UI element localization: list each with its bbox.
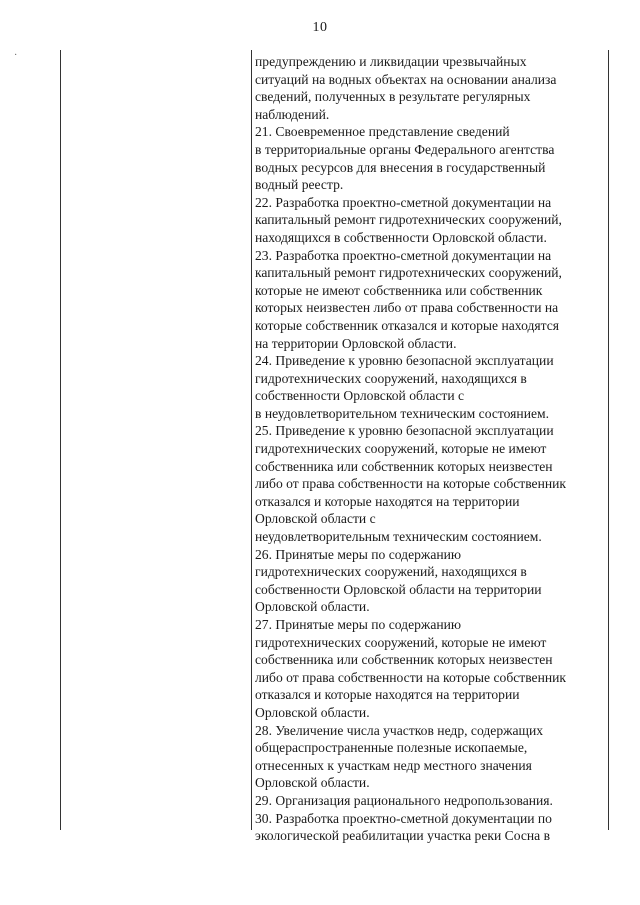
text-line: Орловской области с: [255, 511, 376, 527]
text-line: собственности Орловской области с: [255, 388, 465, 404]
text-line: 22. Разработка проектно-сметной документации на: [255, 194, 552, 210]
text-line: наблюдений.: [255, 106, 330, 122]
text-line: гидротехнических сооружений, находящихся в: [255, 564, 527, 580]
text-line: либо от права собственности на которые собственник: [255, 476, 567, 492]
text-line: гидротехнических сооружений, которые не имеют: [255, 441, 547, 457]
text-line: капитальный ремонт гидротехнических сооружений,: [255, 212, 562, 228]
text-line: водный реестр.: [255, 177, 344, 193]
text-line: 30. Разработка проектно-сметной документации по: [255, 810, 552, 826]
list-item: [255, 792, 604, 810]
list-item: [255, 722, 604, 792]
text-line: собственника или собственник которых неизвестен: [255, 652, 553, 668]
list-item: [255, 53, 604, 123]
text-line: 26. Принятые меры по содержанию: [255, 546, 462, 562]
text-line: водных ресурсов для внесения в государственный: [255, 159, 546, 175]
text-line: Орловской области.: [255, 704, 370, 720]
text-line: в территориальные органы Федерального агентства: [255, 141, 555, 157]
text-line: в неудовлетворительном техническим состоянием.: [255, 405, 550, 421]
text-line: Орловской области.: [255, 775, 370, 791]
text-line: 24. Приведение к уровню безопасной эксплуатации: [255, 353, 554, 369]
list-item: [255, 194, 604, 247]
text-line: ситуаций на водных объектах на основании анализа: [255, 71, 557, 87]
text-line: которые не имеют собственника или собственник: [255, 282, 543, 298]
text-line: собственности Орловской области на территории: [255, 581, 542, 597]
text-line: отнесенных к участкам недр местного значения: [255, 757, 532, 773]
text-line: 29. Организация рационального недропользования.: [255, 792, 553, 808]
text-line: предупреждению и ликвидации чрезвычайных: [255, 54, 527, 69]
text-line: неудовлетворительным техническим состоянием.: [255, 529, 542, 545]
page-number: 10: [312, 20, 328, 35]
list-item: [255, 810, 604, 845]
list-item: [255, 247, 604, 353]
text-line: 25. Приведение к уровню безопасной эксплуатации: [255, 423, 554, 439]
text-line: сведений, полученных в результате регулярных: [255, 89, 531, 105]
text-line: либо от права собственности на которые собственник: [255, 669, 567, 685]
text-line: 23. Разработка проектно-сметной документации на: [255, 247, 552, 263]
text-line: на территории Орловской области.: [255, 335, 457, 351]
list-item: [255, 616, 604, 722]
text-line: которые собственник отказался и которые находятся: [255, 317, 560, 333]
text-line: 28. Увеличение числа участков недр, содержащих: [255, 722, 544, 738]
list-item: [255, 123, 604, 193]
text-line: собственника или собственник которых неизвестен: [255, 458, 553, 474]
text-line: которых неизвестен либо от права собственности на: [255, 300, 559, 316]
text-line: находящихся в собственности Орловской области.: [255, 229, 547, 245]
text-line: экологической реабилитации участка реки Сосна в: [255, 828, 551, 844]
list-item: [255, 422, 604, 545]
margin-mark: ·: [14, 50, 18, 61]
list-item: [255, 546, 604, 616]
text-line: отказался и которые находятся на территории: [255, 687, 520, 703]
text-line: капитальный ремонт гидротехнических сооружений,: [255, 265, 562, 281]
text-line: Орловской области.: [255, 599, 370, 615]
text-line: гидротехнических сооружений, находящихся в: [255, 370, 527, 386]
table-right-cell: [255, 53, 604, 845]
column-divider: [251, 50, 252, 830]
text-line: 27. Принятые меры по содержанию: [255, 617, 462, 632]
text-line: 21. Своевременное представление сведений: [255, 124, 510, 140]
text-line: общераспространенные полезные ископаемые,: [255, 740, 528, 756]
document-table: [60, 50, 609, 844]
text-line: гидротехнических сооружений, которые не имеют: [255, 634, 547, 650]
text-line: отказался и которые находятся на территории: [255, 493, 520, 509]
list-item: [255, 352, 604, 422]
